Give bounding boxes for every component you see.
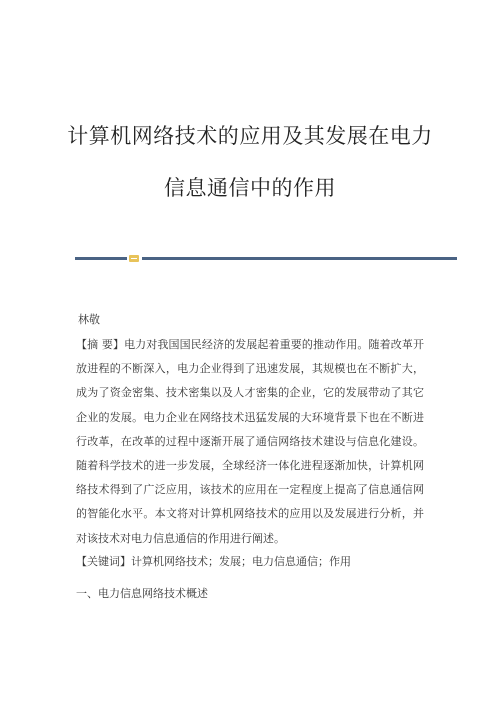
divider-badge-icon (129, 255, 139, 262)
section-heading: 一、电力信息网络技术概述 (76, 587, 208, 600)
title-line-1: 计算机网络技术的应用及其发展在电力 (67, 124, 433, 148)
keywords-text: 计算机网络技术；发展；电力信息通信；作用 (131, 555, 351, 568)
keywords-line (76, 553, 351, 569)
title-line-2: 信息通信中的作用 (164, 176, 336, 200)
divider-bar-left (75, 257, 127, 260)
abstract-label: 【摘 要】 (76, 338, 125, 351)
author-name: 林敬 (78, 313, 100, 326)
keywords-label: 【关键词】 (76, 555, 131, 568)
title-divider (75, 255, 457, 261)
abstract-text: 电力对我国国民经济的发展起着重要的推动作用。随着改革开放进程的不断深入，电力企业得到了迅速发展，其规模也在不断扩大，成为了资金密集、技术密集以及人才密集的企业，它的发展带动了其它企业的发展。电力企业在网络技术迅猛发展的大环境背景下也在不断进行改革，在改革的过程中逐渐开展了通信网络技术建设与信息化建设。随着科学技术的进一步发展，全球经济一体化进程逐渐加快，计算机网络技术得到了广泛应用，该技术的应用在一定程度上提高了信息通信网的智能化水平。本文将对计算机网络技术的应用以及发展进行分析，并对该技术对电力信息通信的作用进行阐述。 (76, 338, 424, 545)
abstract-paragraph (76, 333, 424, 551)
divider-bar-right (142, 257, 457, 260)
